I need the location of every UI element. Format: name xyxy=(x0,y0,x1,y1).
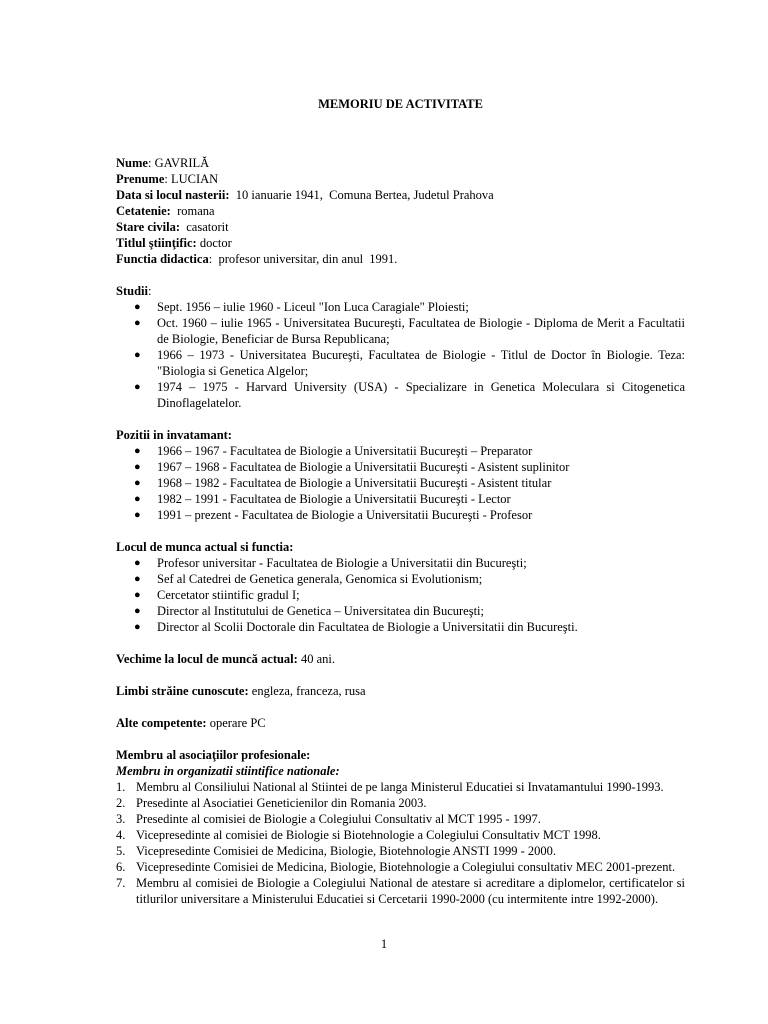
bullet-icon: ● xyxy=(134,493,141,505)
bullet-icon: ● xyxy=(134,605,141,617)
list-item: ● 1974 – 1975 - Harvard University (USA) - Specializare in Genetica Moleculara si Citogenetica Dinoflagelatelor. xyxy=(134,380,685,410)
bullet-icon: ● xyxy=(134,477,141,489)
list-item: 4. Vicepresedinte al comisiei de Biologie si Biotehnologie a Colegiului Consultativ MCT 1998. xyxy=(116,828,601,842)
bullet-icon: ● xyxy=(134,461,141,473)
list-item: ● Sef al Catedrei de Genetica generala, Genomica si Evolutionism; xyxy=(134,572,483,586)
list-item: 1. Membru al Consiliului National al Stiintei de pe langa Ministerul Educatiei si Invatamantului 1990-1993. xyxy=(116,780,664,794)
bullet-icon: ● xyxy=(134,509,141,521)
document-title: MEMORIU DE ACTIVITATE xyxy=(318,97,483,111)
field-functia-didactica: Functia didactica: profesor universitar, din anul 1991. xyxy=(116,252,398,266)
studii-list xyxy=(116,299,685,411)
personal-info xyxy=(116,155,685,267)
field-alte-competente: Alte competente: operare PC xyxy=(116,716,266,730)
list-item: ● 1967 – 1968 - Facultatea de Biologie a Universitatii Bucureşti - Asistent suplinitor xyxy=(134,460,570,474)
pozitii-list xyxy=(116,443,685,523)
page-number: 1 xyxy=(380,937,388,951)
locul-list xyxy=(116,555,685,635)
bullet-icon: ● xyxy=(134,445,141,457)
bullet-icon: ● xyxy=(134,349,141,361)
field-data-nasterii: Data si locul nasterii: 10 ianuarie 1941, Comuna Bertea, Judetul Prahova xyxy=(116,188,494,202)
list-item: ● Profesor universitar - Facultatea de Biologie a Universitatii din Bucureşti; xyxy=(134,556,527,570)
list-item: ● Director al Institutului de Genetica – Universitatea din Bucureşti; xyxy=(134,604,484,618)
list-item: 2. Presedinte al Asociatiei Geneticienilor din Romania 2003. xyxy=(116,796,427,810)
locul-heading: Locul de munca actual si functia: xyxy=(116,540,294,554)
bullet-icon: ● xyxy=(134,589,141,601)
field-limbi-straine: Limbi străine cunoscute: engleza, franceza, rusa xyxy=(116,684,366,698)
field-stare-civila: Stare civila: casatorit xyxy=(116,220,229,234)
list-item: ● 1966 – 1973 - Universitatea Bucureşti, Facultatea de Biologie - Titlul de Doctor în Biologie. Teza: "Biologia si Genetica Algelor; xyxy=(134,348,685,378)
pozitii-heading: Pozitii in invatamant: xyxy=(116,428,232,442)
bullet-icon: ● xyxy=(134,573,141,585)
list-item: 3. Presedinte al comisiei de Biologie a Colegiului Consultativ al MCT 1995 - 1997. xyxy=(116,812,541,826)
bullet-icon: ● xyxy=(134,557,141,569)
field-vechime: Vechime la locul de muncă actual: 40 ani. xyxy=(116,652,335,666)
bullet-icon: ● xyxy=(134,621,141,633)
membru-heading: Membru al asociaţiilor profesionale: xyxy=(116,748,311,762)
list-item: ● Director al Scolii Doctorale din Facultatea de Biologie a Universitatii din Bucureşti. xyxy=(134,620,578,634)
bullet-icon: ● xyxy=(134,301,141,313)
list-item: ● Sept. 1956 – iulie 1960 - Liceul "Ion Luca Caragiale" Ploiesti; xyxy=(134,300,469,314)
field-nume: Nume: GAVRILĂ xyxy=(116,156,210,170)
bullet-icon: ● xyxy=(134,381,141,393)
list-item: ● Oct. 1960 – iulie 1965 - Universitatea Bucureşti, Facultatea de Biologie - Diploma de Merit a Facultatii de Biologie, Beneficiar de Bursa Republicana; xyxy=(134,316,685,346)
membru-list xyxy=(116,779,685,907)
list-item: ● 1968 – 1982 - Facultatea de Biologie a Universitatii Bucureşti - Asistent titular xyxy=(134,476,552,490)
list-item: ● 1966 – 1967 - Facultatea de Biologie a Universitatii Bucureşti – Preparator xyxy=(134,444,533,458)
list-item: 5. Vicepresedinte Comisiei de Medicina, Biologie, Biotehnologie ANSTI 1999 - 2000. xyxy=(116,844,557,858)
list-item: ● 1991 – prezent - Facultatea de Biologie a Universitatii Bucureşti - Profesor xyxy=(134,508,533,522)
list-item: 7. Membru al comisiei de Biologie a Colegiului National de atestare si acreditare a diplomelor, certificatelor si titlurilor universitare a Ministerului Educatiei si Cercetarii 1990-2000 (cu intermitente intre 1992-2000). xyxy=(116,876,685,906)
studii-heading: Studii: xyxy=(116,284,152,298)
field-prenume: Prenume: LUCIAN xyxy=(116,172,219,186)
list-item: 6. Vicepresedinte Comisiei de Medicina, Biologie, Biotehnologie a Colegiului consultativ MEC 2001-prezent. xyxy=(116,860,676,874)
field-titlul-stiintific: Titlul ştiinţific: doctor xyxy=(116,236,232,250)
list-item: ● Cercetator stiintific gradul I; xyxy=(134,588,300,602)
document-body xyxy=(116,96,685,907)
membru-subheading: Membru in organizatii stiintifice nationale: xyxy=(116,764,340,778)
list-item: ● 1982 – 1991 - Facultatea de Biologie a Universitatii Bucureşti - Lector xyxy=(134,492,511,506)
field-cetatenie: Cetatenie: romana xyxy=(116,204,215,218)
bullet-icon: ● xyxy=(134,317,141,329)
